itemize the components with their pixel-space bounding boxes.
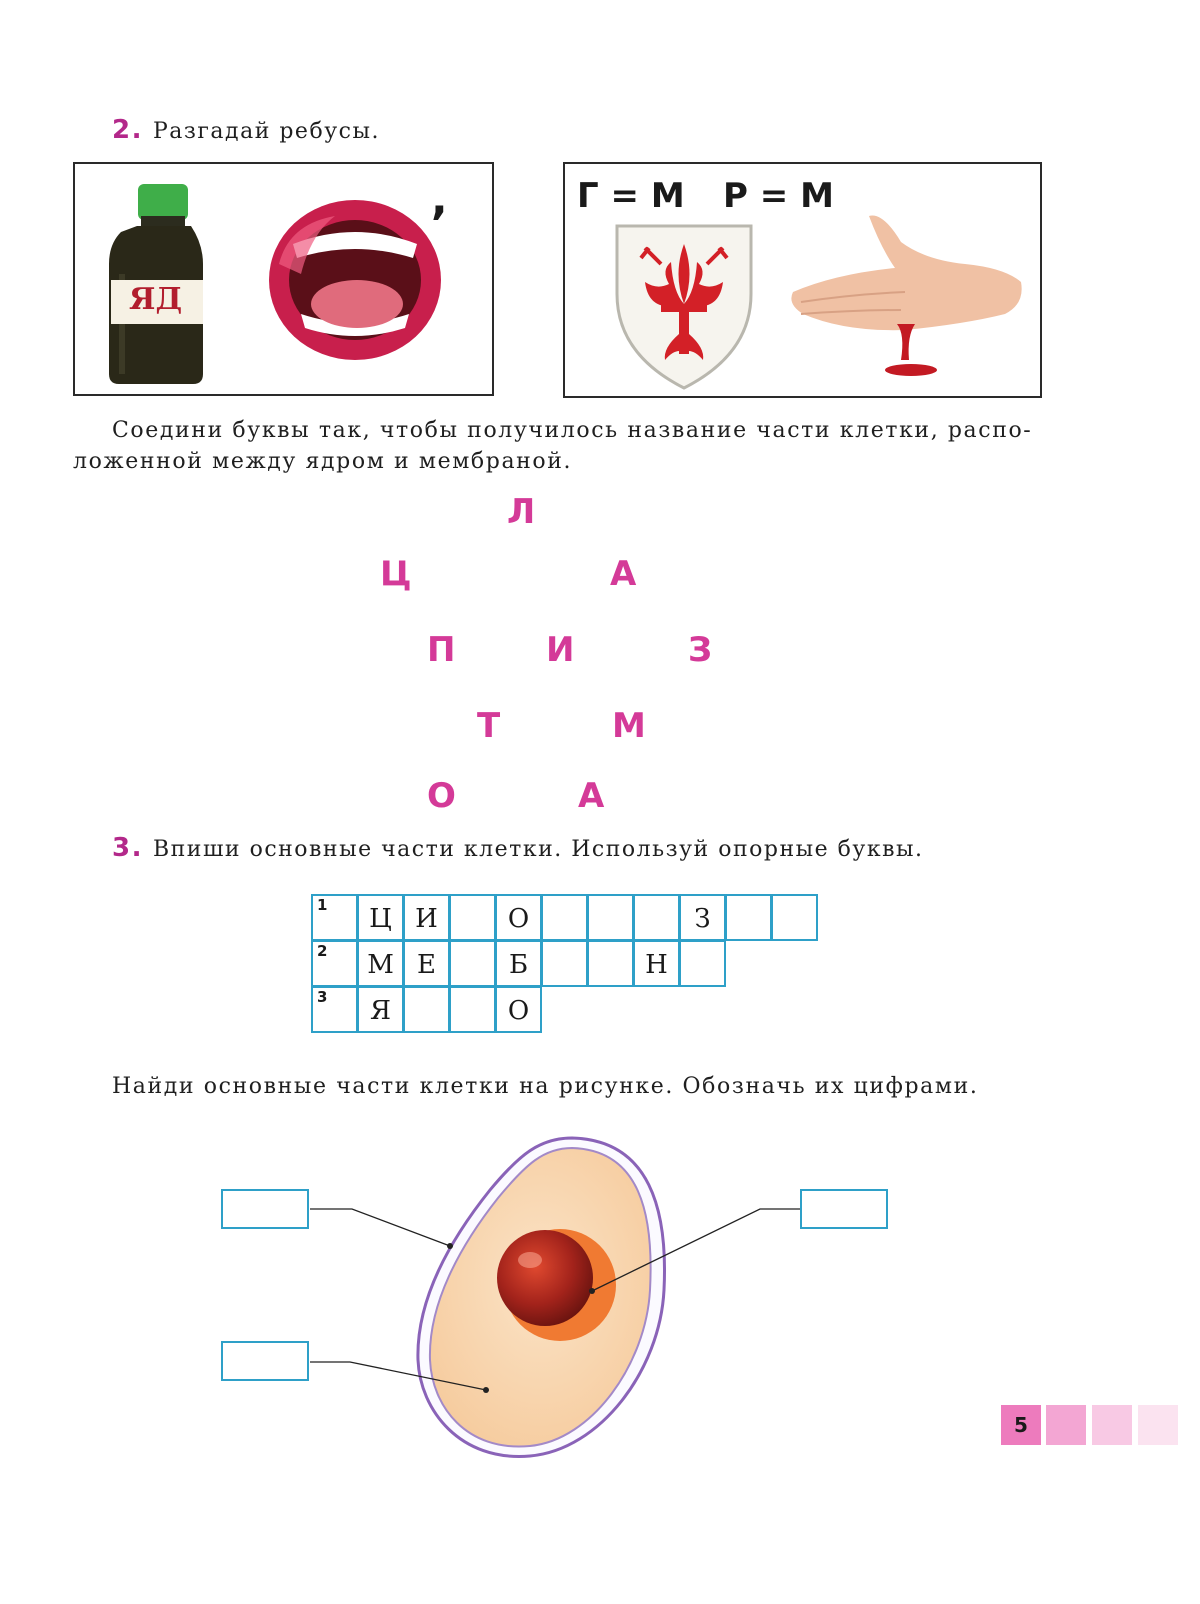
pointer-dot-nucleus <box>589 1288 595 1294</box>
crossword-cell[interactable] <box>633 894 680 941</box>
letter-t[interactable]: Т <box>477 706 501 746</box>
task-2-heading <box>112 115 380 145</box>
letter-m[interactable]: М <box>612 706 646 746</box>
rebus-equation-1: Г = М <box>577 176 685 216</box>
row-number: 3 <box>317 988 328 1006</box>
letter-a-top[interactable]: А <box>610 554 637 594</box>
label-box-cytoplasm[interactable] <box>221 1341 309 1381</box>
crossword-cell[interactable]: Я <box>357 986 404 1033</box>
crossword-cell[interactable] <box>587 940 634 987</box>
page-decor-square <box>1092 1405 1132 1445</box>
find-parts-instruction: Найди основные части клетки на рисунке. Обозначь их цифрами. <box>112 1074 979 1099</box>
crossword-cell[interactable]: Н <box>633 940 680 987</box>
rebus-1-picture <box>75 164 492 394</box>
letter-z[interactable]: З <box>688 630 713 670</box>
pointer-dot-membrane <box>447 1243 453 1249</box>
crossword-grid <box>311 894 831 1038</box>
row-number-cell <box>311 986 358 1033</box>
page-decor-square <box>1046 1405 1086 1445</box>
letter-a-bottom[interactable]: А <box>578 776 605 816</box>
crossword-cell[interactable]: Ц <box>357 894 404 941</box>
crossword-cell[interactable] <box>449 986 496 1033</box>
letter-ts[interactable]: Ц <box>380 554 412 594</box>
crossword-cell[interactable]: З <box>679 894 726 941</box>
crossword-cell[interactable] <box>449 894 496 941</box>
row-number-cell <box>311 894 358 941</box>
task-number: 2. <box>112 115 143 145</box>
bleeding-hand-icon <box>791 216 1021 376</box>
crossword-cell[interactable] <box>587 894 634 941</box>
crossword-cell[interactable]: И <box>403 894 450 941</box>
rebus-box-2 <box>563 162 1042 398</box>
pointer-dot-cytoplasm <box>483 1387 489 1393</box>
bottle-label: ЯД <box>129 282 183 317</box>
crossword-cell[interactable] <box>541 894 588 941</box>
mouth-icon <box>269 200 441 360</box>
crossword-cell[interactable] <box>771 894 818 941</box>
label-box-membrane[interactable] <box>221 1189 309 1229</box>
letter-i[interactable]: И <box>546 630 575 670</box>
task-3-heading <box>112 833 923 863</box>
crossword-cell[interactable]: О <box>495 986 542 1033</box>
row-number: 2 <box>317 942 328 960</box>
crossword-cell[interactable] <box>403 986 450 1033</box>
task-text: Впиши основные части клетки. Используй опорные буквы. <box>152 837 924 862</box>
row-number: 1 <box>317 896 328 914</box>
label-box-nucleus[interactable] <box>800 1189 888 1229</box>
page-number: 5 <box>1001 1405 1041 1445</box>
crossword-cell[interactable] <box>449 940 496 987</box>
task-number: 3. <box>112 833 143 863</box>
crossword-cell[interactable]: О <box>495 894 542 941</box>
crossword-cell[interactable] <box>679 940 726 987</box>
task-text: Разгадай ребусы. <box>152 119 380 144</box>
crossword-cell[interactable]: Б <box>495 940 542 987</box>
cell-diagram <box>0 1120 1000 1480</box>
rebus-2-picture <box>565 164 1040 396</box>
crossword-cell[interactable]: Е <box>403 940 450 987</box>
crossword-cell[interactable]: М <box>357 940 404 987</box>
connect-instruction-line-1: Соедини буквы так, чтобы получилось название части клетки, распо- <box>112 418 1033 443</box>
rebus-equation-2: Р = М <box>723 176 834 216</box>
connect-instruction-line-2: ложенной между ядром и мембраной. <box>73 449 573 474</box>
crossword-cell[interactable] <box>725 894 772 941</box>
coat-of-arms-icon <box>617 226 751 388</box>
row-number-cell <box>311 940 358 987</box>
letter-p[interactable]: П <box>427 630 456 670</box>
letter-l[interactable]: Л <box>507 492 536 532</box>
rebus-box-1 <box>73 162 494 396</box>
letter-o[interactable]: О <box>427 776 456 816</box>
rebus-comma: , <box>431 174 448 225</box>
page-decor-square <box>1138 1405 1178 1445</box>
crossword-cell[interactable] <box>541 940 588 987</box>
